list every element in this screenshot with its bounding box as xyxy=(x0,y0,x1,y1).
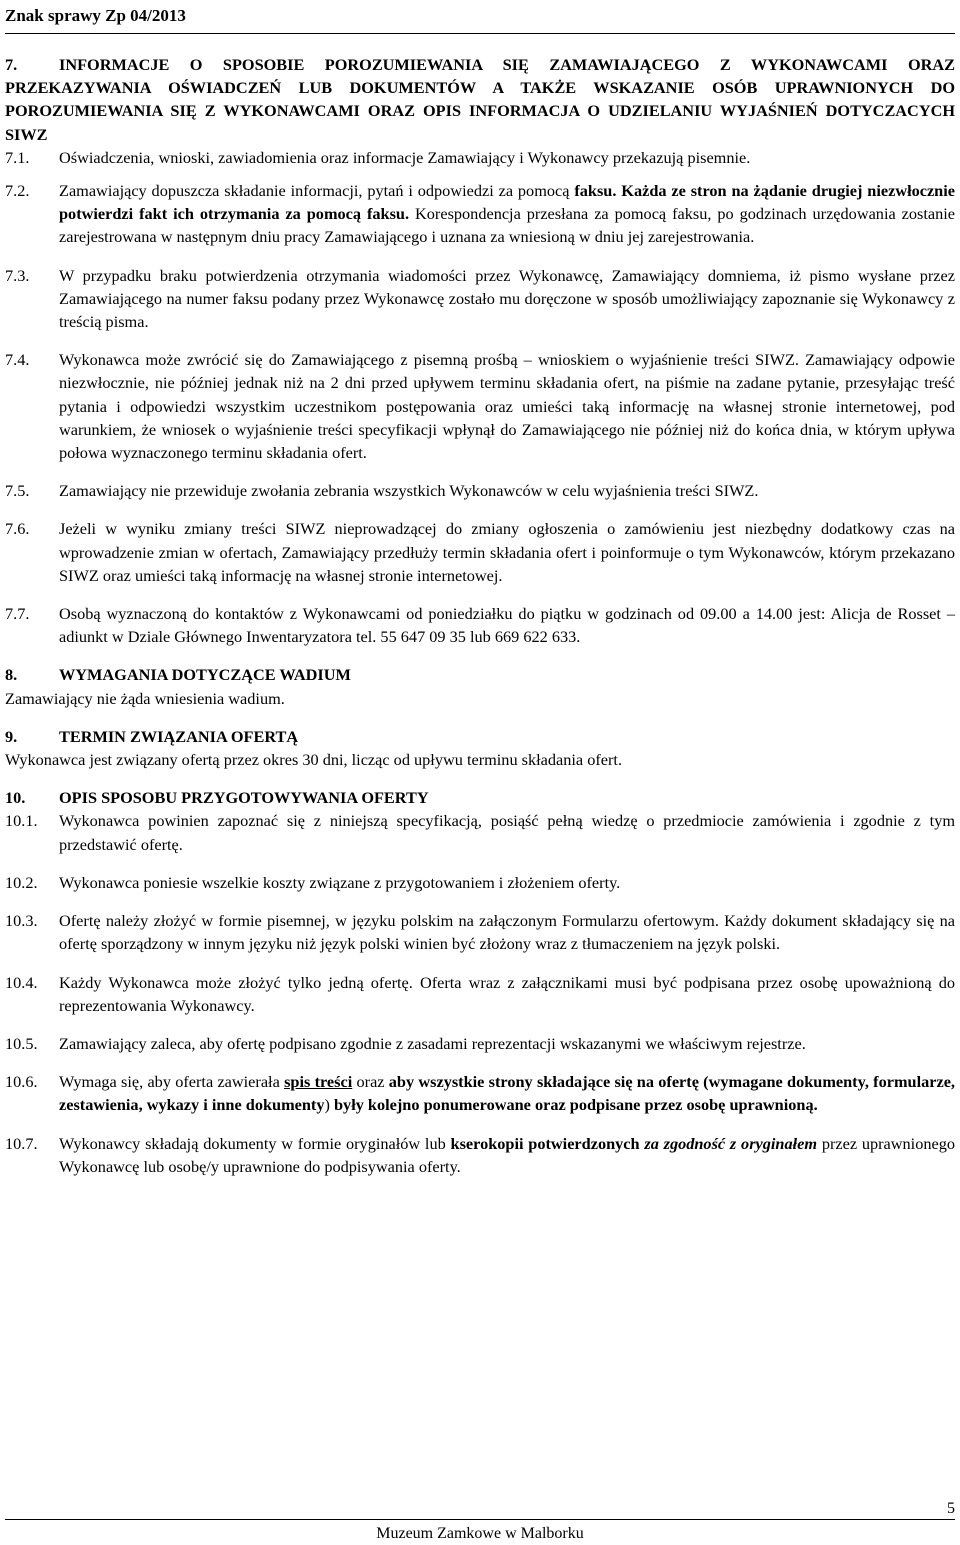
item-10-3 xyxy=(5,909,955,955)
item-text-bold: aby wszystkie strony składające się na ofertę (wymagane dokumenty, formularze, zestawienia, wykazy i inne dokumenty xyxy=(59,1072,955,1115)
item-10-1 xyxy=(5,809,955,855)
case-number: Znak sprawy Zp 04/2013 xyxy=(5,6,186,25)
item-text: Ofertę należy złożyć w formie pisemnej, w języku polskim na załączonym Formularzu ofertowym. Każdy dokument składający się na ofertę sporządzony w innym języku niż język polski winien być złożony wraz z tłumaczeniem na język polski. xyxy=(59,911,955,954)
item-7-1 xyxy=(5,146,955,169)
item-text: oraz xyxy=(352,1072,389,1092)
item-text: Korespondencja przesłana za pomocą faksu, po godzinach urzędowania zostanie zarejestrowana w następnym dniu pracy Zamawiającego i uznana za wniesioną w dniu jej zarejestrowania. xyxy=(59,204,955,247)
item-number: 7.5. xyxy=(5,481,30,501)
item-7-5 xyxy=(5,479,955,502)
item-text: Wykonawca może zwrócić się do Zamawiającego z pisemną prośbą – wnioskiem o wyjaśnienie treści SIWZ. Zamawiający odpowie niezwłocznie, nie później jednak niż na 2 dni przed upływem terminu składania ofert, na piśmie na zadane pytanie, przesyłając treść pytania i odpowiedzi wszystkim uczestnikom postępowania oraz umieści taką informację na własnej stronie internetowej, pod warunkiem, że wniosek o wyjaśnienie treści specyfikacji wpłynął do Zamawiającego nie później niż do końca dnia, w którym upływa połowa wyznaczonego terminu składania ofert. xyxy=(59,350,955,463)
section-title: OPIS SPOSOBU PRZYGOTOWYWANIA OFERTY xyxy=(59,788,429,808)
item-number: 7.1. xyxy=(5,147,30,167)
item-text: Zamawiający nie przewiduje zwołania zebrania wszystkich Wykonawców w celu wyjaśnienia treści SIWZ. xyxy=(59,481,759,501)
section-number: 7. xyxy=(5,55,18,74)
item-text: Osobą wyznaczoną do kontaktów z Wykonawcami od poniedziałku do piątku w godzinach od 09.00 a 14.00 jest: Alicja de Rosset – adiunkt w Dziale Głównego Inwentaryzatora tel. 55 647 09 35 lub 669 622 633. xyxy=(59,604,955,647)
section-7-heading xyxy=(5,53,955,146)
item-text: Każdy Wykonawca może złożyć tylko jedną ofertę. Oferta wraz z załącznikami musi być podpisana przez osobę upoważnioną do reprezentowania Wykonawcy. xyxy=(59,972,955,1015)
item-number: 10.5. xyxy=(5,1033,38,1053)
section-number: 9. xyxy=(5,726,18,746)
item-text: przez uprawnionego Wykonawcę lub osobę/y uprawnione do podpisywania oferty. xyxy=(59,1133,955,1176)
item-number: 10.3. xyxy=(5,911,38,931)
footer-institution: Muzeum Zamkowe w Malborku xyxy=(376,1525,584,1542)
item-text-bold: faksu. xyxy=(574,181,617,201)
section-number: 10. xyxy=(5,788,26,808)
item-7-6 xyxy=(5,517,955,587)
item-7-3 xyxy=(5,264,955,334)
footer-divider xyxy=(5,1519,955,1520)
item-text: W przypadku braku potwierdzenia otrzymania wiadomości przez Wykonawcę, Zamawiający domniema, iż pismo wysłane przez Zamawiającego na numer faksu podany przez Wykonawcę zostało mu doręczone w sposób umożliwiający zapoznanie się Wykonawcy z treścią pisma. xyxy=(59,265,955,332)
item-text: ) xyxy=(324,1095,334,1115)
item-10-6 xyxy=(5,1070,955,1116)
item-number: 7.2. xyxy=(5,181,30,201)
item-7-7 xyxy=(5,602,955,648)
item-number: 10.7. xyxy=(5,1133,38,1153)
section-8-heading xyxy=(5,663,955,686)
item-text: Wykonawca powinien zapoznać się z niniejszą specyfikacją, posiąść pełną wiedzę o przedmiocie zamówienia i zgodnie z tym przedstawić ofertę. xyxy=(59,811,955,854)
item-number: 7.7. xyxy=(5,604,30,624)
item-text-bold: były kolejno ponumerowane oraz podpisane przez osobę uprawnioną. xyxy=(334,1095,818,1115)
item-number: 7.6. xyxy=(5,519,30,539)
item-number: 7.3. xyxy=(5,265,30,285)
item-number: 10.4. xyxy=(5,972,38,992)
section-number: 8. xyxy=(5,665,18,685)
item-text: Zamawiający dopuszcza składanie informacji, pytań i odpowiedzi za pomocą xyxy=(59,181,575,201)
item-text: Jeżeli w wyniku zmiany treści SIWZ nieprowadzącej do zmiany ogłoszenia o zamówieniu jest niezbędny dodatkowy czas na wprowadzenie zmian w ofertach, Zamawiający przedłuży termin składania ofert i poinformuje o tym Wykonawców, którym przekazano SIWZ oraz umieści taką informację na własnej stronie internetowej. xyxy=(59,519,955,585)
document-body xyxy=(5,53,955,1178)
item-text: Wykonawcy składają dokumenty w formie oryginałów lub xyxy=(59,1133,451,1153)
page-number: 5 xyxy=(947,1500,955,1517)
section-title: WYMAGANIA DOTYCZĄCE WADIUM xyxy=(59,665,351,685)
item-text-bold: Każda ze stron na żądanie drugiej niezwłocznie potwierdzi fakt ich otrzymania za pomocą faksu. xyxy=(59,181,955,224)
item-7-4 xyxy=(5,348,955,464)
section-9-heading xyxy=(5,725,955,748)
section-9-text: Wykonawca jest związany ofertą przez okres 30 dni, licząc od upływu terminu składania ofert. xyxy=(5,750,623,770)
item-number: 10.1. xyxy=(5,811,38,831)
section-10-heading xyxy=(5,786,955,809)
item-text-bold: kserokopii potwierdzonych xyxy=(450,1133,640,1153)
header-divider xyxy=(5,33,955,34)
item-10-4 xyxy=(5,971,955,1017)
item-text: Zamawiający zaleca, aby ofertę podpisano zgodnie z zasadami reprezentacji wskazanymi we właściwym rejestrze. xyxy=(59,1033,806,1053)
item-10-7 xyxy=(5,1132,955,1178)
item-text: Oświadczenia, wnioski, zawiadomienia oraz informacje Zamawiający i Wykonawcy przekazują pisemnie. xyxy=(59,147,751,167)
item-text: Wymaga się, aby oferta zawierała xyxy=(59,1072,285,1092)
item-text-bold-italic: za zgodność z oryginałem xyxy=(644,1133,818,1153)
item-10-5 xyxy=(5,1032,955,1055)
section-8-text: Zamawiający nie żąda wniesienia wadium. xyxy=(5,688,285,708)
section-title: TERMIN ZWIĄZANIA OFERTĄ xyxy=(59,726,299,746)
item-number: 7.4. xyxy=(5,350,30,370)
item-text: Wykonawca poniesie wszelkie koszty związane z przygotowaniem i złożeniem oferty. xyxy=(59,872,621,892)
section-title: INFORMACJE O SPOSOBIE POROZUMIEWANIA SIĘ ZAMAWIAJĄCEGO Z WYKONAWCAMI ORAZ PRZEKAZYWANIA OŚWIADCZEŃ LUB DOKUMENTÓW A TAKŻE WSKAZANIE OSÓB UPRAWNIONYCH DO POROZUMIEWANIA SIĘ Z WYKONAWCAMI ORAZ OPIS INFORMACJA O UDZIELANIU WYJAŚNIEŃ DOTYCZACYCH SIWZ xyxy=(5,55,955,144)
item-text-bold-underlined: spis treści xyxy=(284,1072,353,1092)
item-number: 10.2. xyxy=(5,872,38,892)
item-number: 10.6. xyxy=(5,1072,38,1092)
item-10-2 xyxy=(5,871,955,894)
item-7-2 xyxy=(5,179,955,249)
